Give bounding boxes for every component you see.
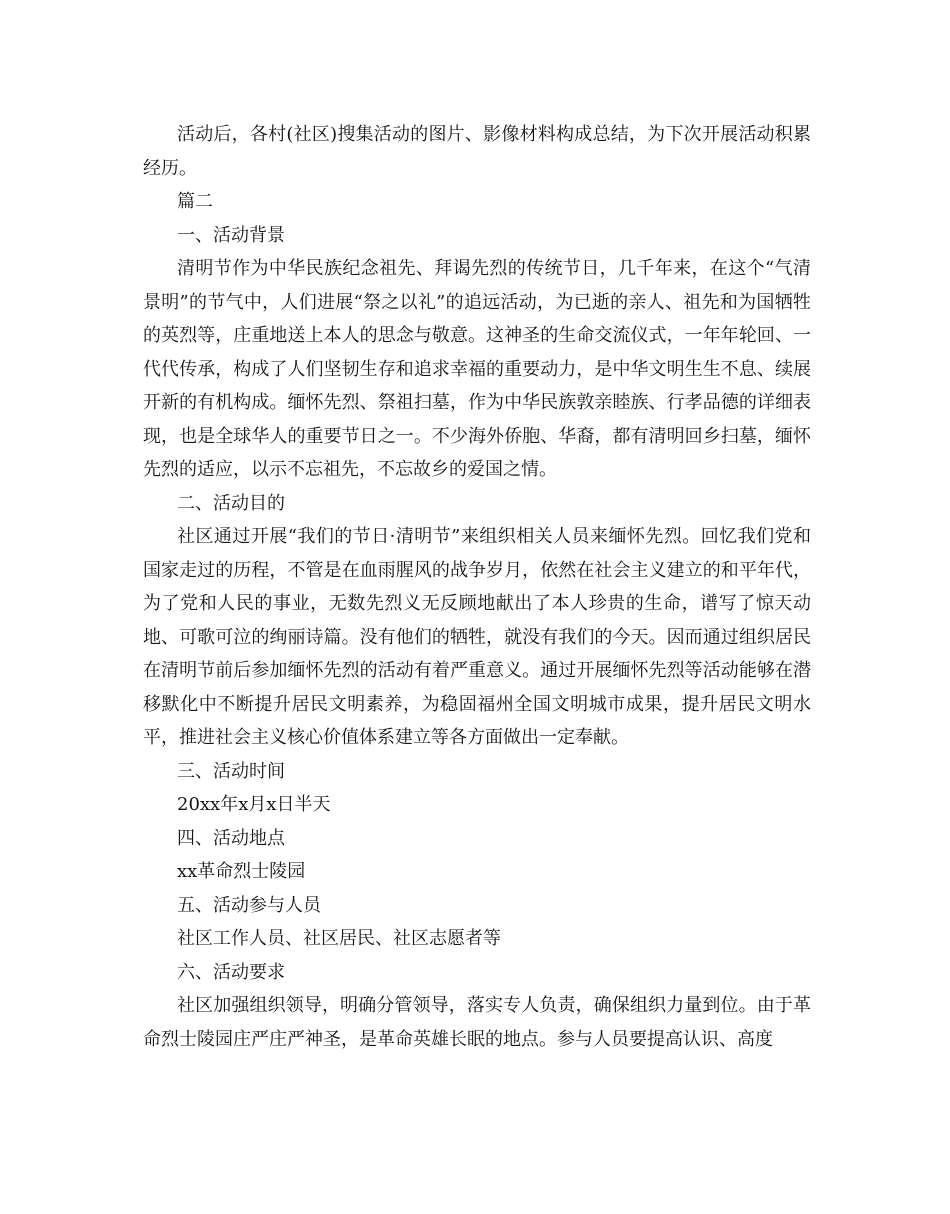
heading-activity-requirements: 六、活动要求: [177, 961, 285, 983]
paragraph-activity-participants: 社区工作人员、社区居民、社区志愿者等: [177, 928, 501, 949]
heading-activity-time: 三、活动时间: [177, 760, 285, 782]
paragraph-activity-requirements: 社区加强组织领导，明确分管领导，落实专人负责，确保组织力量到位。由于革命烈士陵园庄严庄严神圣，是革命英雄长眠的地点。参与人员要提高认识、高度: [143, 995, 811, 1050]
heading-activity-background: 一、活动背景: [177, 224, 285, 246]
document-body: [143, 118, 811, 1056]
paragraph-activity-time: 20xx年x月x日半天: [177, 794, 331, 815]
heading-activity-purpose: 二、活动目的: [177, 492, 285, 514]
heading-activity-participants: 五、活动参与人员: [177, 894, 321, 916]
paragraph-activity-background: 清明节作为中华民族纪念祖先、拜谒先烈的传统节日，几千年来，在这个“气清景明”的节气中，人们进展“祭之以礼”的追远活动，为已逝的亲人、祖先和为国牺牲的英烈等，庄重地送上本人的思念与敬意。这神圣的生命交流仪式，一年年轮回、一代代传承，构成了人们坚韧生存和追求幸福的重要动力，是中华文明生生不息、续展开新的有机构成。缅怀先烈、祭祖扫墓，作为中华民族敦亲睦族、行孝品德的详细表现，也是全球华人的重要节日之一。不少海外侨胞、华裔，都有清明回乡扫墓，缅怀先烈的适应，以示不忘祖先，不忘故乡的爱国之情。: [143, 258, 811, 480]
paragraph-activity-location: xx革命烈士陵园: [177, 861, 306, 882]
paragraph-activity-purpose: 社区通过开展“我们的节日·清明节”来组织相关人员来缅怀先烈。回忆我们党和国家走过的历程，不管是在血雨腥风的战争岁月，依然在社会主义建立的和平年代，为了党和人民的事业，无数先烈义无反顾地献出了本人珍贵的生命，谱写了惊天动地、可歌可泣的绚丽诗篇。没有他们的牺牲，就没有我们的今天。因而通过组织居民在清明节前后参加缅怀先烈的活动有着严重意义。通过开展缅怀先烈等活动能够在潜移默化中不断提升居民文明素养，为稳固福州全国文明城市成果，提升居民文明水平，推进社会主义核心价值体系建立等各方面做出一定奉献。: [143, 526, 811, 748]
heading-activity-location: 四、活动地点: [177, 827, 285, 849]
paragraph-summary: 活动后，各村(社区)搜集活动的图片、影像材料构成总结，为下次开展活动积累经历。: [143, 124, 811, 179]
section-title-part-two: 篇二: [177, 191, 213, 212]
